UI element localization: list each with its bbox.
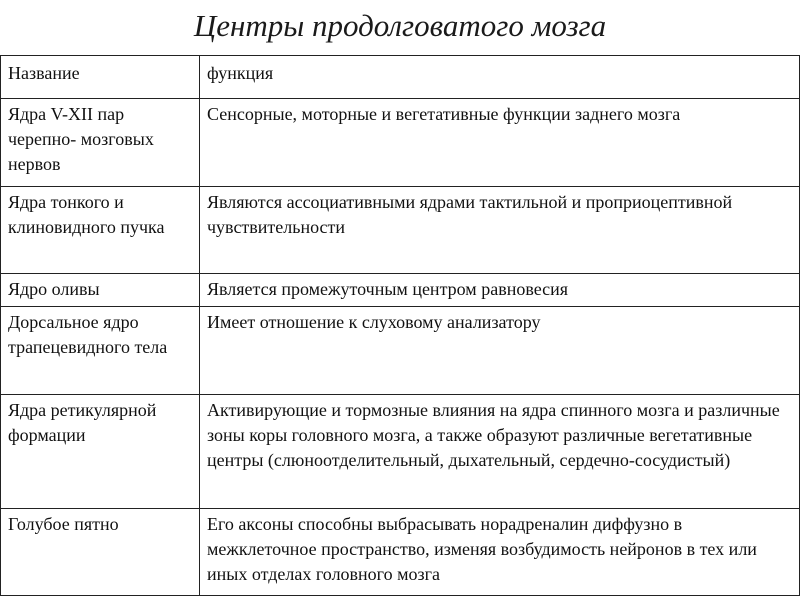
medulla-centers-table xyxy=(0,55,800,596)
table-row xyxy=(1,187,800,274)
center-name-cell: Ядро оливы xyxy=(1,274,200,307)
center-function-cell: Сенсорные, моторные и вегетативные функции заднего мозга xyxy=(200,99,800,187)
table-header-row xyxy=(1,56,800,99)
header-name-cell: Название xyxy=(1,56,200,99)
center-function-cell: Является промежуточным центром равновесия xyxy=(200,274,800,307)
center-name-cell: Ядра V-XII пар черепно- мозговых нервов xyxy=(1,99,200,187)
center-function-cell: Являются ассоциативными ядрами тактильной и проприоцептивной чувствительности xyxy=(200,187,800,274)
center-name-cell: Ядра ретикулярной формации xyxy=(1,395,200,509)
center-function-cell: Активирующие и тормозные влияния на ядра спинного мозга и различные зоны коры головного мозга, а также образуют различные вегетативные центры (слюноотделительный, дыхательный, сердечно-сосудистый) xyxy=(200,395,800,509)
center-name-cell: Ядра тонкого и клиновидного пучка xyxy=(1,187,200,274)
table-row xyxy=(1,395,800,509)
center-name-cell: Дорсальное ядро трапецевидного тела xyxy=(1,307,200,395)
table-row xyxy=(1,99,800,187)
header-function-cell: функция xyxy=(200,56,800,99)
center-function-cell: Имеет отношение к слуховому анализатору xyxy=(200,307,800,395)
center-function-cell: Его аксоны способны выбрасывать норадреналин диффузно в межклеточное пространство, изменяя возбудимость нейронов в тех или иных отделах головного мозга xyxy=(200,509,800,596)
table-row xyxy=(1,274,800,307)
table-row xyxy=(1,509,800,596)
center-name-cell: Голубое пятно xyxy=(1,509,200,596)
table-row xyxy=(1,307,800,395)
page-title: Центры продолговатого мозга xyxy=(193,8,607,43)
